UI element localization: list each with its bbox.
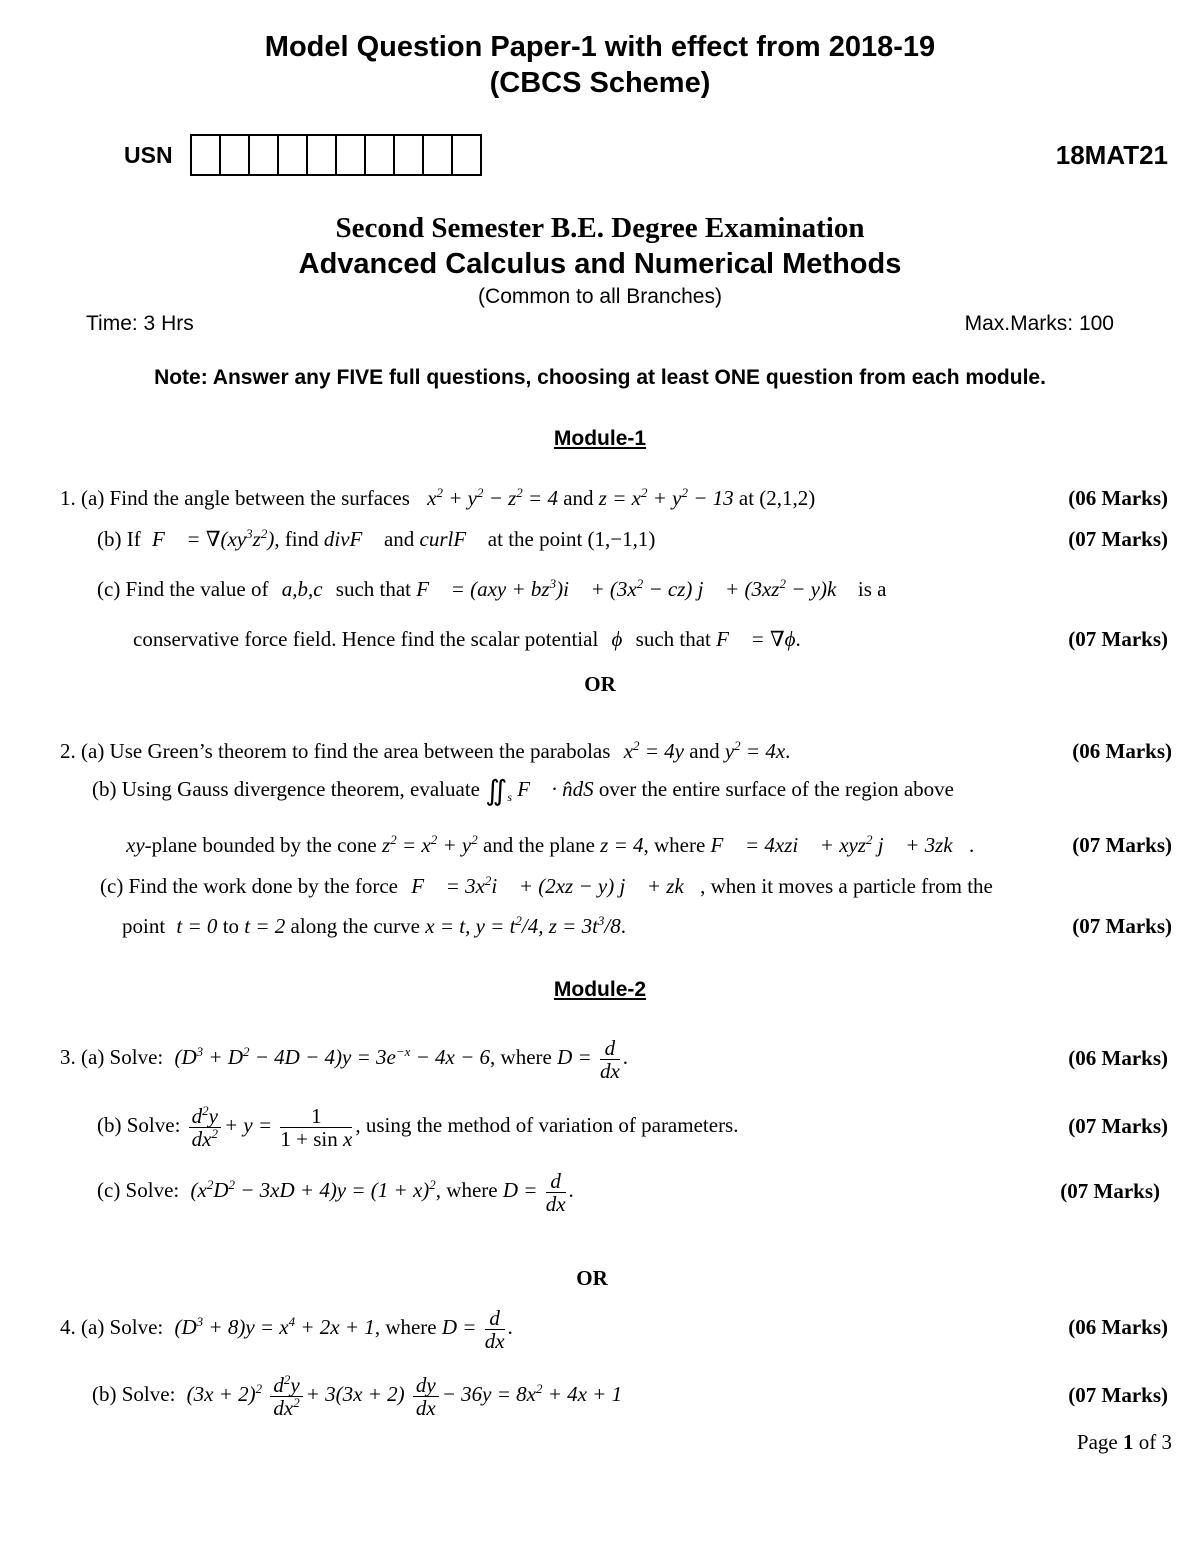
question-2c-cont: point t = 0 to t = 2 along the curve x = t, $y = t^2/4$, $z = 3t^3/8$. — [122, 913, 627, 938]
q4b-marks: (07 Marks) — [1068, 1383, 1168, 1407]
paper-title: Model Question Paper-1 with effect from 2018-19 — [264, 31, 936, 63]
or-divider-1: OR — [584, 672, 616, 696]
q1a-text: 1. (a) Find the angle between the surfaces — [60, 486, 410, 510]
usn-input-grid[interactable] — [190, 134, 482, 176]
q2c-text2: when it moves a particle from the — [710, 874, 993, 898]
question-3a: 3. (a) Solve: $(D^3 + D^2 - 4D - 4)y = 3e^{-x} - 4x - 6$, where D = $\frac{d}{dx}$ . — [60, 1035, 629, 1083]
usn-digit-box[interactable] — [424, 136, 453, 174]
q3a-text: 3. (a) Solve: — [60, 1045, 164, 1069]
or-divider-2: OR — [576, 1266, 608, 1290]
q3c-text: (c) Solve: — [97, 1178, 180, 1202]
question-2a: 2. (a) Use Green’s theorem to find the area between the parabolas $x^2 = 4y$ and $y^2 = 4x$. — [60, 738, 791, 763]
instruction-note: Note: Answer any FIVE full questions, choosing at least ONE question from each module. — [154, 366, 1046, 389]
q3b-text: (b) Solve: — [97, 1113, 181, 1137]
q4b-text: (b) Solve: — [92, 1382, 176, 1406]
q1a-marks: (06 Marks) — [1068, 486, 1168, 510]
question-2c: (c) Find the work done by the force F⃗ = $3x^2i⃗ + (2xz - y)$ j⃗ + zk⃗, when it moves a particle from the — [100, 873, 993, 898]
question-1b: (b) If F⃗ = $\nabla(xy^3z^2)$, find divF⃗ and curlF⃗ at the point (1,−1,1) — [97, 526, 656, 551]
question-3c: (c) Solve: $(x^2D^2 - 3xD + 4)y = (1 + x)^2$, where D = $\frac{d}{dx}$ . — [97, 1168, 574, 1216]
q2c-marks: (07 Marks) — [1072, 914, 1172, 938]
subject-heading: Advanced Calculus and Numerical Methods — [298, 248, 902, 280]
q2c-cont-text: point — [122, 914, 166, 938]
q1c-cont-text: conservative force field. Hence find the scalar potential — [133, 627, 599, 651]
subject-code: 18MAT21 — [1055, 140, 1168, 170]
usn-digit-box[interactable] — [453, 136, 482, 174]
q2b-cont-text: -plane bounded by the cone — [144, 833, 377, 857]
q1c-marks: (07 Marks) — [1068, 627, 1168, 651]
question-4a: 4. (a) Solve: $(D^3 + 8)y = x^4 + 2x + 1$, where D = $\frac{d}{dx}$ . — [60, 1305, 513, 1353]
q4a-marks: (06 Marks) — [1068, 1315, 1168, 1339]
usn-digit-box[interactable] — [366, 136, 395, 174]
q4a-text: 4. (a) Solve: — [60, 1315, 164, 1339]
common-note: (Common to all Branches) — [478, 285, 722, 308]
question-3b: (b) Solve: $\frac{d^2y}{dx^2}$ + y = $\frac{1}{\text{1 + sin x}}$ , using the method of variation of parameters. — [97, 1102, 739, 1151]
usn-digit-box[interactable] — [308, 136, 337, 174]
q1b-text: (b) If — [97, 527, 141, 551]
q1b-marks: (07 Marks) — [1068, 527, 1168, 551]
question-4b: (b) Solve: $(3x + 2)^2$ $\frac{d^2y}{dx^2}$ + 3(3x + 2) $\frac{dy}{dx}$ − $36y = 8x^2 + 4x + 1$ — [92, 1371, 623, 1420]
usn-digit-box[interactable] — [395, 136, 424, 174]
question-1c-cont: conservative force field. Hence find the scalar potential ϕ such that F⃗ = ∇ϕ. — [133, 627, 801, 651]
module-2-heading: Module-2 — [553, 978, 647, 1001]
q3b-text2: using the method of variation of parameters. — [365, 1113, 739, 1137]
semester-heading: Second Semester B.E. Degree Examination — [335, 212, 865, 244]
usn-digit-box[interactable] — [250, 136, 279, 174]
usn-digit-box[interactable] — [279, 136, 308, 174]
q3a-marks: (06 Marks) — [1068, 1046, 1168, 1070]
q3c-marks: (07 Marks) — [1060, 1179, 1160, 1203]
q3b-marks: (07 Marks) — [1068, 1114, 1168, 1138]
q2b-text: (b) Using Gauss divergence theorem, evaluate — [92, 777, 480, 801]
question-1c: (c) Find the value of a,b,c such that F⃗ = $(axy + bz^3)i⃗ + (3x^2 - cz)$ j⃗ + ($3xz^2$ − y)k⃗ is a — [97, 576, 887, 601]
page-current: 1 — [1123, 1430, 1134, 1454]
q2c-text: (c) Find the work done by the force — [100, 874, 398, 898]
page-prefix: Page — [1076, 1430, 1118, 1454]
time-label: Time: 3 Hrs — [86, 312, 194, 335]
page-suffix: of 3 — [1138, 1430, 1172, 1454]
max-marks-label: Max.Marks: 100 — [964, 312, 1114, 335]
q2a-marks: (06 Marks) — [1072, 739, 1172, 763]
module-1-heading: Module-1 — [553, 427, 647, 450]
question-2b: (b) Using Gauss divergence theorem, evaluate $∬_s$ F⃗ · n̂dS over the entire surface of the region above — [92, 776, 955, 807]
q2a-text: 2. (a) Use Green’s theorem to find the area between the parabolas — [60, 739, 611, 763]
question-1a: 1. (a) Find the angle between the surfaces $x^2 + y^2 - z^2 = 4$ and $z = x^2 + y^2 - 13$ at (2,1,2) — [60, 485, 816, 510]
usn-digit-box[interactable] — [337, 136, 366, 174]
question-2b-cont: xy-plane bounded by the cone $z^2 = x^2 + y^2$ and the plane z = 4, where F⃗ = 4xzi⃗ + xyz$^2$ j⃗ + 3zk⃗. — [126, 832, 975, 857]
usn-digit-box[interactable] — [221, 136, 250, 174]
usn-digit-box[interactable] — [192, 136, 221, 174]
page-number — [1077, 1430, 1172, 1455]
q2b-text2: over the entire surface of the region above — [598, 777, 955, 801]
scheme-subtitle: (CBCS Scheme) — [489, 67, 711, 99]
q1c-text: (c) Find the value of — [97, 577, 269, 601]
usn-label: USN — [124, 142, 173, 168]
q2b-marks: (07 Marks) — [1072, 833, 1172, 857]
